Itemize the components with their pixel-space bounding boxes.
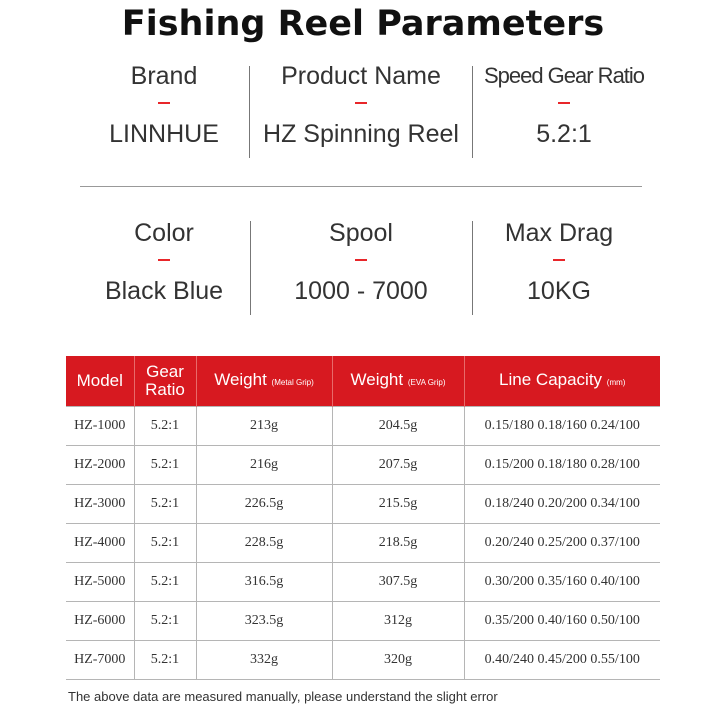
cell-line-capacity: 0.15/180 0.18/160 0.24/100 bbox=[464, 407, 660, 446]
red-dash bbox=[553, 259, 565, 261]
table-row bbox=[66, 563, 660, 602]
spec-label: Max Drag bbox=[504, 219, 614, 247]
spec-gear-ratio bbox=[474, 58, 654, 158]
cell-ratio: 5.2:1 bbox=[134, 563, 196, 602]
cell-model: HZ-1000 bbox=[66, 407, 134, 446]
red-dash bbox=[158, 259, 170, 261]
cell-line-capacity: 0.30/200 0.35/160 0.40/100 bbox=[464, 563, 660, 602]
cell-model: HZ-5000 bbox=[66, 563, 134, 602]
parameter-table bbox=[66, 356, 660, 680]
spec-value: 5.2:1 bbox=[536, 120, 592, 148]
cell-weight-eva: 207.5g bbox=[332, 446, 464, 485]
table-header-row bbox=[66, 356, 660, 407]
red-dash bbox=[558, 102, 570, 104]
cell-weight-metal: 216g bbox=[196, 446, 332, 485]
cell-model: HZ-3000 bbox=[66, 485, 134, 524]
cell-ratio: 5.2:1 bbox=[134, 407, 196, 446]
cell-weight-eva: 215.5g bbox=[332, 485, 464, 524]
spec-value: 1000 - 7000 bbox=[294, 277, 428, 305]
table-row bbox=[66, 485, 660, 524]
cell-line-capacity: 0.15/200 0.18/180 0.28/100 bbox=[464, 446, 660, 485]
spec-label: Speed Gear Ratio bbox=[483, 63, 645, 88]
red-dash bbox=[158, 102, 170, 104]
spec-value: LINNHUE bbox=[109, 120, 219, 148]
spec-value: Black Blue bbox=[104, 277, 224, 305]
spec-value: 10KG bbox=[527, 277, 591, 305]
cell-weight-eva: 218.5g bbox=[332, 524, 464, 563]
spec-product-name bbox=[252, 58, 470, 158]
cell-weight-eva: 312g bbox=[332, 602, 464, 641]
cell-weight-eva: 307.5g bbox=[332, 563, 464, 602]
spec-label: Color bbox=[134, 219, 194, 247]
spec-row-1 bbox=[80, 58, 646, 178]
cell-weight-eva: 204.5g bbox=[332, 407, 464, 446]
cell-weight-eva: 320g bbox=[332, 641, 464, 680]
header-weight-metal-label: Weight bbox=[214, 369, 267, 389]
table-row bbox=[66, 641, 660, 680]
cell-ratio: 5.2:1 bbox=[134, 602, 196, 641]
cell-ratio: 5.2:1 bbox=[134, 485, 196, 524]
red-dash bbox=[355, 102, 367, 104]
table-row bbox=[66, 446, 660, 485]
cell-ratio: 5.2:1 bbox=[134, 641, 196, 680]
spec-row-2 bbox=[80, 215, 646, 335]
divider bbox=[472, 221, 473, 315]
spec-max-drag bbox=[474, 215, 644, 315]
divider bbox=[472, 66, 473, 158]
disclaimer-note: The above data are measured manually, please understand the slight error bbox=[68, 689, 498, 704]
cell-weight-metal: 316.5g bbox=[196, 563, 332, 602]
spec-label: Brand bbox=[130, 62, 198, 90]
header-model-label: Model bbox=[76, 371, 123, 390]
cell-weight-metal: 332g bbox=[196, 641, 332, 680]
cell-ratio: 5.2:1 bbox=[134, 446, 196, 485]
header-gear-ratio bbox=[134, 356, 196, 407]
page-title: Fishing Reel Parameters bbox=[121, 4, 605, 44]
cell-model: HZ-4000 bbox=[66, 524, 134, 563]
table-row bbox=[66, 407, 660, 446]
cell-model: HZ-2000 bbox=[66, 446, 134, 485]
cell-weight-metal: 323.5g bbox=[196, 602, 332, 641]
header-line-capacity bbox=[464, 356, 660, 407]
spec-color bbox=[80, 215, 248, 315]
spec-value: HZ Spinning Reel bbox=[263, 120, 459, 148]
divider bbox=[250, 221, 251, 315]
header-gear-label: Gear bbox=[146, 362, 184, 381]
header-weight-metal-unit: (Metal Grip) bbox=[271, 377, 314, 387]
cell-line-capacity: 0.20/240 0.25/200 0.37/100 bbox=[464, 524, 660, 563]
header-ratio-label: Ratio bbox=[145, 380, 185, 399]
header-weight-eva-label: Weight bbox=[350, 369, 404, 389]
table-row bbox=[66, 602, 660, 641]
header-model bbox=[66, 356, 134, 407]
spec-label: Spool bbox=[329, 219, 393, 247]
cell-line-capacity: 0.35/200 0.40/160 0.50/100 bbox=[464, 602, 660, 641]
header-line-capacity-label: Line Capacity bbox=[499, 369, 603, 389]
cell-weight-metal: 226.5g bbox=[196, 485, 332, 524]
header-line-capacity-unit: (mm) bbox=[606, 377, 626, 387]
cell-model: HZ-7000 bbox=[66, 641, 134, 680]
header-weight-metal bbox=[196, 356, 332, 407]
divider bbox=[249, 66, 250, 158]
cell-ratio: 5.2:1 bbox=[134, 524, 196, 563]
cell-weight-metal: 228.5g bbox=[196, 524, 332, 563]
cell-line-capacity: 0.18/240 0.20/200 0.34/100 bbox=[464, 485, 660, 524]
cell-model: HZ-6000 bbox=[66, 602, 134, 641]
header-weight-eva-unit: (EVA Grip) bbox=[407, 377, 446, 387]
red-dash bbox=[355, 259, 367, 261]
header-weight-eva bbox=[332, 356, 464, 407]
spec-label: Product Name bbox=[281, 62, 441, 90]
spec-spool bbox=[252, 215, 470, 315]
cell-weight-metal: 213g bbox=[196, 407, 332, 446]
cell-line-capacity: 0.40/240 0.45/200 0.55/100 bbox=[464, 641, 660, 680]
horizontal-divider bbox=[80, 186, 642, 187]
table-row bbox=[66, 524, 660, 563]
spec-brand bbox=[80, 58, 248, 158]
